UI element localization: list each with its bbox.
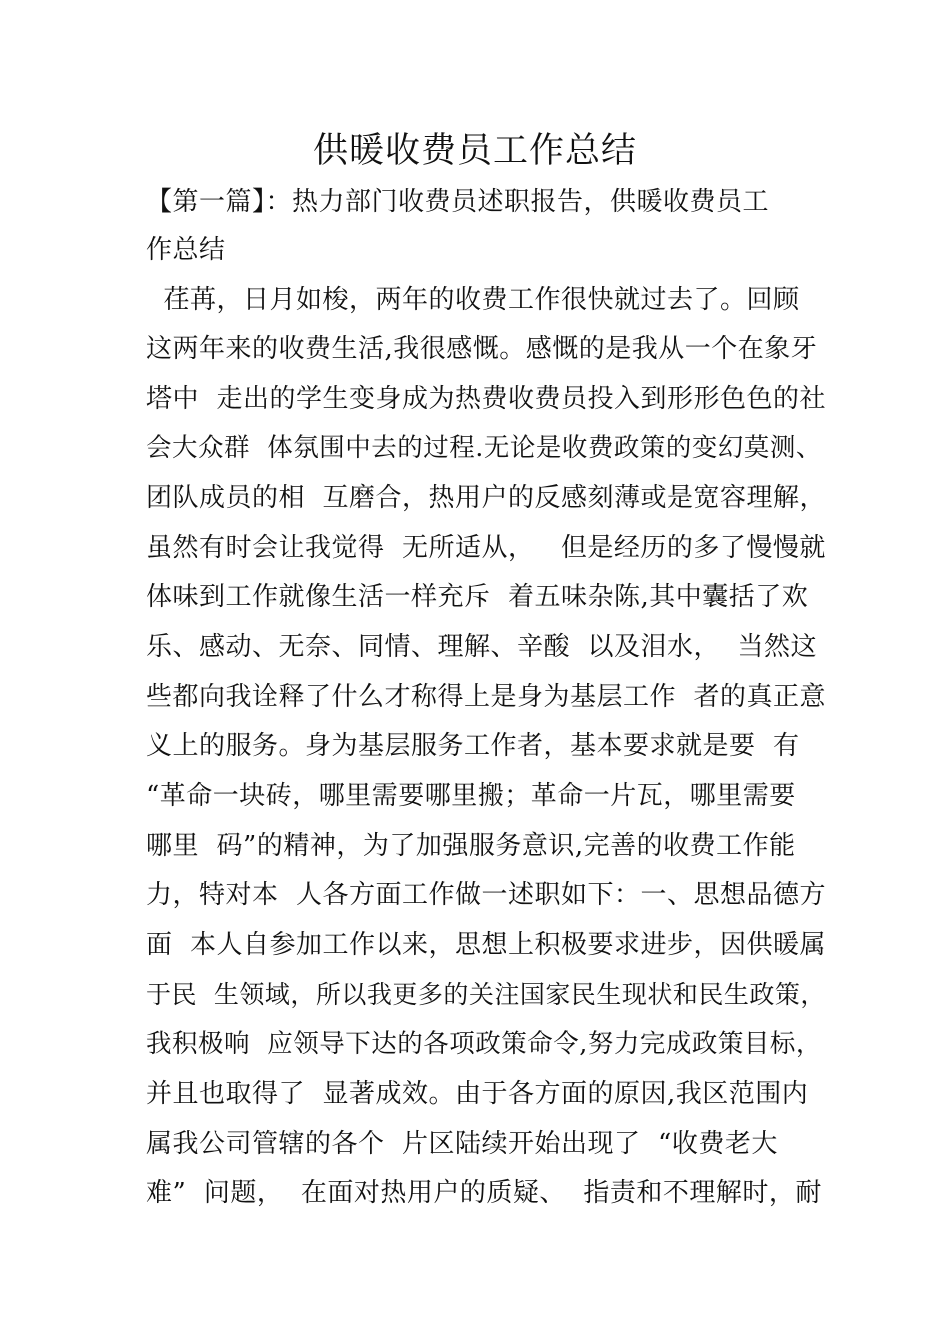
body-line: 属我公司管辖的各个 片区陆续开始出现了 “收费老大 [146,1129,778,1159]
body-line: 于民 生领域，所以我更多的关注国家民生现状和民生政策， [146,980,826,1009]
body-line: 乐、感动、无奈、同情、理解、辛酸 以及泪水， 当然这 [146,632,818,662]
body-line: 虽然有时会让我觉得 无所适从， 但是经历的多了慢慢就 [146,533,826,563]
body-line: 些都向我诠释了什么才称得上是身为基层工作 者的真正意 [146,682,827,712]
document-title: 供暖收费员工作总结 [312,131,637,171]
body-line: 哪里 码”的精神，为了加强服务意识,完善的收费工作能 [146,831,796,861]
body-line: 塔中 走出的学生变身成为热费收费员投入到形形色色的社 [146,384,827,414]
body-line: 体味到工作就像生活一样充斥 着五味杂陈,其中囊括了欢 [146,582,809,612]
body-line: 并且也取得了 显著成效。由于各方面的原因,我区范围内 [146,1079,809,1109]
body-line: 面 本人自参加工作以来，思想上积极要求进步，因供暖属 [146,930,827,960]
body-line: 难” 问题， 在面对热用户的质疑、 指责和不理解时，耐 [146,1178,822,1208]
body-line: 会大众群 体氛围中去的过程.无论是收费政策的变幻莫测、 [146,433,822,463]
body-line: 力，特对本 人各方面工作做一述职如下：一、思想品德方 [146,880,827,910]
body-line: 义上的服务。身为基层服务工作者，基本要求就是要 有 [146,731,800,761]
body-line: “革命一块砖，哪里需要哪里搬；革命一片瓦，哪里需要 [146,781,796,811]
body-line: 我积极响 应领导下达的各项政策命令,努力完成政策目标， [146,1029,822,1059]
body-line: 荏苒，日月如梭，两年的收费工作很快就过去了。回顾 [146,285,800,315]
body-line: 这两年来的收费生活,我很感慨。感慨的是我从一个在象牙 [146,334,818,364]
body-line: 【第一篇】：热力部门收费员述职报告，供暖收费员工 [146,187,770,217]
body-line: 团队成员的相 互磨合，热用户的反感刻薄或是宽容理解， [146,483,827,513]
body-line: 作总结 [146,235,226,265]
